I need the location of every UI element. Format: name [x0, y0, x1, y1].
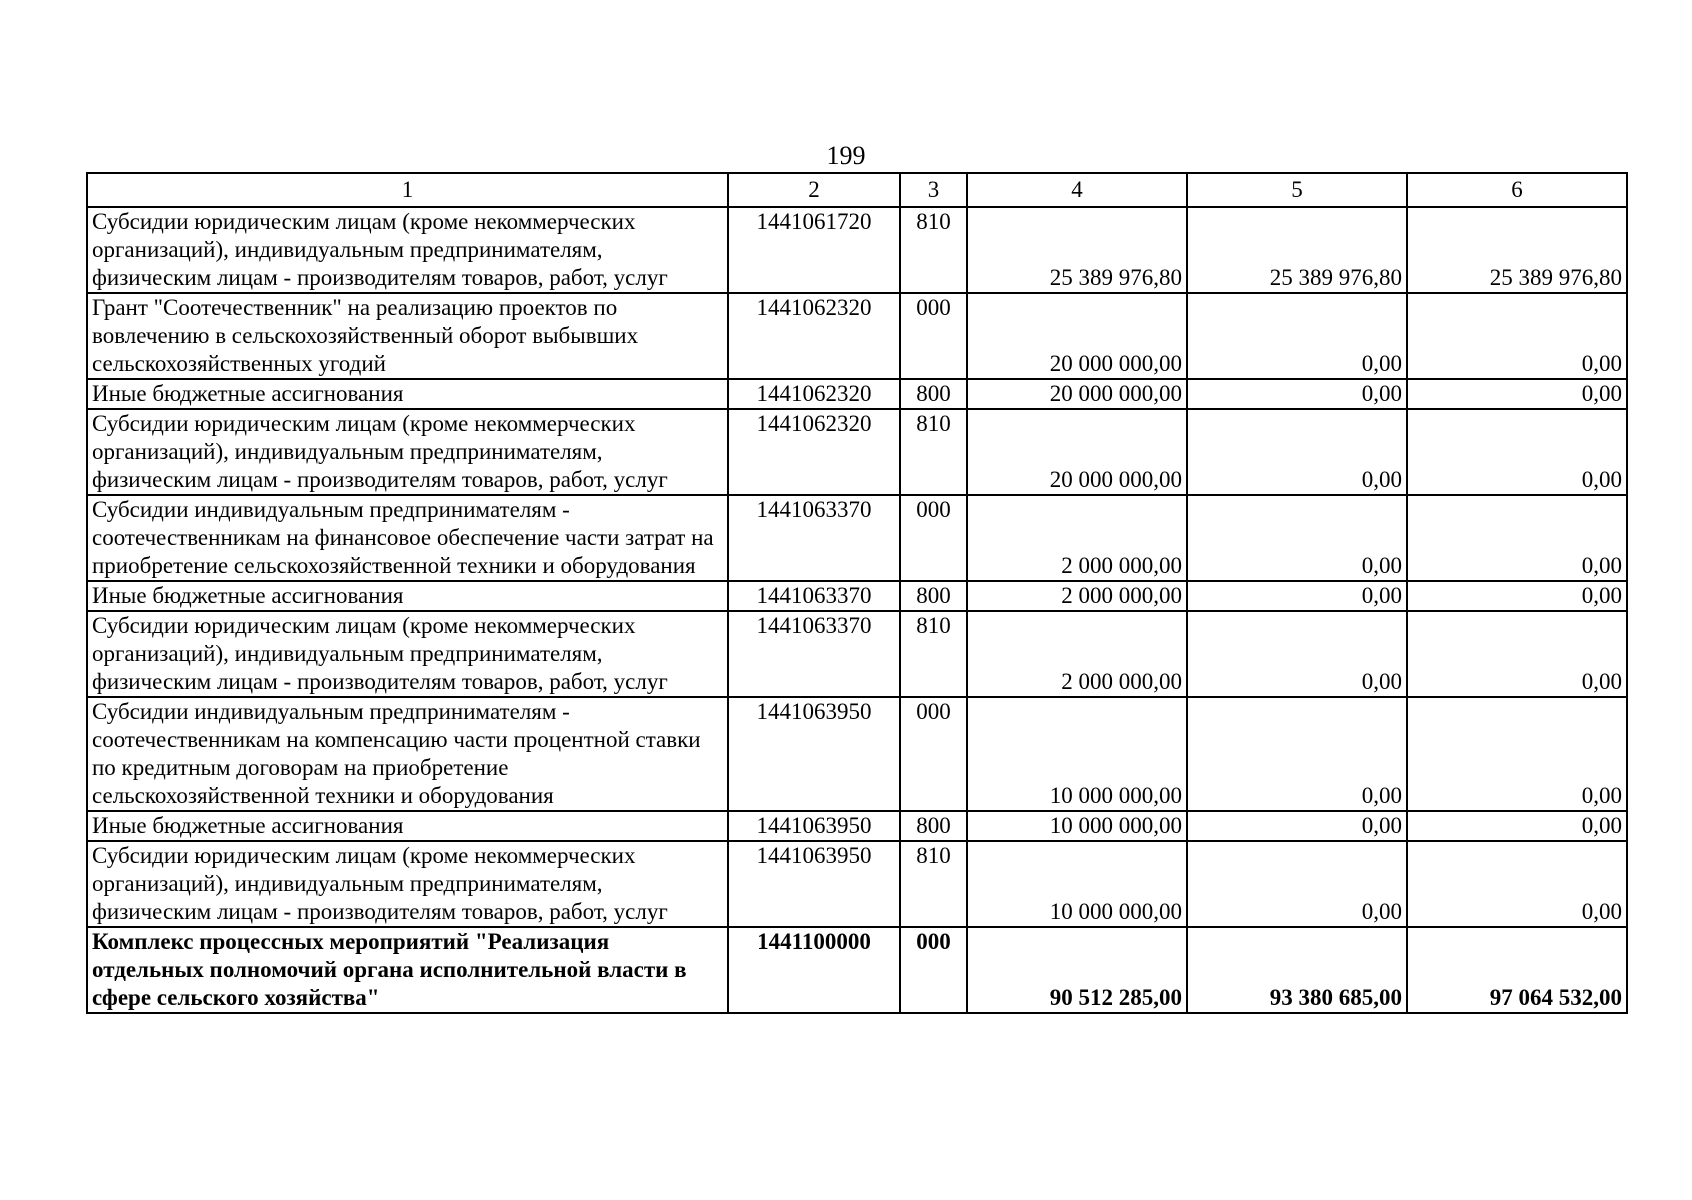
row-name-cell: Иные бюджетные ассигнования [87, 379, 728, 409]
row-amount-col6-cell: 0,00 [1407, 811, 1627, 841]
header-cell: 5 [1187, 173, 1407, 207]
row-amount-col6-cell: 0,00 [1407, 379, 1627, 409]
row-name-cell: Субсидии юридическим лицам (кроме некоммерческих организаций), индивидуальным предпринимателям, физическим лицам - производителям товаров, работ, услуг [87, 409, 728, 495]
row-code-cell: 1441063950 [728, 811, 900, 841]
row-code-cell: 1441061720 [728, 207, 900, 293]
header-cell: 6 [1407, 173, 1627, 207]
row-name-cell: Субсидии юридическим лицам (кроме некоммерческих организаций), индивидуальным предпринимателям, физическим лицам - производителям товаров, работ, услуг [87, 841, 728, 927]
row-amount-col6-cell: 0,00 [1407, 409, 1627, 495]
row-type-cell: 800 [900, 581, 967, 611]
row-amount-col6-cell: 25 389 976,80 [1407, 207, 1627, 293]
header-cell: 3 [900, 173, 967, 207]
row-name-cell: Иные бюджетные ассигнования [87, 811, 728, 841]
row-amount-col6-cell: 0,00 [1407, 293, 1627, 379]
row-type-cell: 810 [900, 409, 967, 495]
page-number: 199 [826, 141, 866, 170]
row-type-cell: 810 [900, 841, 967, 927]
row-name-cell: Субсидии юридическим лицам (кроме некоммерческих организаций), индивидуальным предпринимателям, физическим лицам - производителям товаров, работ, услуг [87, 207, 728, 293]
row-code-cell: 1441063950 [728, 841, 900, 927]
row-code-cell: 1441063950 [728, 697, 900, 811]
row-code-cell: 1441062320 [728, 379, 900, 409]
header-cell: 2 [728, 173, 900, 207]
row-type-cell: 810 [900, 611, 967, 697]
row-type-cell: 000 [900, 495, 967, 581]
row-amount-col5-cell: 0,00 [1187, 293, 1407, 379]
row-amount-col5-cell: 0,00 [1187, 409, 1407, 495]
row-amount-col5-cell: 0,00 [1187, 495, 1407, 581]
row-name-cell: Грант "Соотечественник" на реализацию проектов по вовлечению в сельскохозяйственный оборот выбывших сельскохозяйственных угодий [87, 293, 728, 379]
row-amount-col5-cell: 0,00 [1187, 841, 1407, 927]
row-amount-col4-cell: 10 000 000,00 [967, 811, 1187, 841]
row-name-cell: Комплекс процессных мероприятий "Реализация отдельных полномочий органа исполнительной власти в сфере сельского хозяйства" [87, 927, 728, 1013]
row-amount-col4-cell: 10 000 000,00 [967, 841, 1187, 927]
row-amount-col6-cell: 0,00 [1407, 495, 1627, 581]
row-type-cell: 000 [900, 293, 967, 379]
table-row [87, 409, 1627, 495]
table-row [87, 581, 1627, 611]
table-row [87, 207, 1627, 293]
table-row [87, 293, 1627, 379]
row-amount-col5-cell: 0,00 [1187, 379, 1407, 409]
row-amount-col4-cell: 20 000 000,00 [967, 409, 1187, 495]
row-amount-col4-cell: 25 389 976,80 [967, 207, 1187, 293]
row-code-cell: 1441063370 [728, 581, 900, 611]
row-amount-col4-cell: 2 000 000,00 [967, 495, 1187, 581]
row-amount-col6-cell: 0,00 [1407, 581, 1627, 611]
budget-table [86, 172, 1628, 1014]
table-row [87, 841, 1627, 927]
row-amount-col4-cell: 2 000 000,00 [967, 581, 1187, 611]
row-amount-col4-cell: 20 000 000,00 [967, 379, 1187, 409]
row-code-cell: 1441063370 [728, 611, 900, 697]
row-type-cell: 000 [900, 697, 967, 811]
row-amount-col5-cell: 0,00 [1187, 611, 1407, 697]
table-row [87, 379, 1627, 409]
header-row [87, 173, 1627, 207]
row-type-cell: 000 [900, 927, 967, 1013]
row-amount-col4-cell: 90 512 285,00 [967, 927, 1187, 1013]
row-amount-col4-cell: 10 000 000,00 [967, 697, 1187, 811]
row-amount-col5-cell: 93 380 685,00 [1187, 927, 1407, 1013]
row-amount-col5-cell: 0,00 [1187, 811, 1407, 841]
row-code-cell: 1441063370 [728, 495, 900, 581]
table-row [87, 811, 1627, 841]
table-row [87, 697, 1627, 811]
table-row [87, 495, 1627, 581]
row-amount-col6-cell: 0,00 [1407, 841, 1627, 927]
row-name-cell: Субсидии юридическим лицам (кроме некоммерческих организаций), индивидуальным предпринимателям, физическим лицам - производителям товаров, работ, услуг [87, 611, 728, 697]
header-cell: 1 [87, 173, 728, 207]
table-body [87, 173, 1627, 1013]
row-amount-col5-cell: 0,00 [1187, 697, 1407, 811]
row-amount-col4-cell: 2 000 000,00 [967, 611, 1187, 697]
row-type-cell: 800 [900, 811, 967, 841]
table-row [87, 927, 1627, 1013]
header-cell: 4 [967, 173, 1187, 207]
row-amount-col5-cell: 25 389 976,80 [1187, 207, 1407, 293]
row-code-cell: 1441062320 [728, 409, 900, 495]
row-amount-col6-cell: 0,00 [1407, 611, 1627, 697]
row-amount-col4-cell: 20 000 000,00 [967, 293, 1187, 379]
row-name-cell: Субсидии индивидуальным предпринимателям - соотечественникам на компенсацию части процентной ставки по кредитным договорам на приобретение сельскохозяйственной техники и оборудования [87, 697, 728, 811]
row-code-cell: 1441100000 [728, 927, 900, 1013]
row-amount-col5-cell: 0,00 [1187, 581, 1407, 611]
row-name-cell: Иные бюджетные ассигнования [87, 581, 728, 611]
row-type-cell: 810 [900, 207, 967, 293]
row-code-cell: 1441062320 [728, 293, 900, 379]
row-name-cell: Субсидии индивидуальным предпринимателям - соотечественникам на финансовое обеспечение части затрат на приобретение сельскохозяйственной техники и оборудования [87, 495, 728, 581]
row-type-cell: 800 [900, 379, 967, 409]
row-amount-col6-cell: 0,00 [1407, 697, 1627, 811]
row-amount-col6-cell: 97 064 532,00 [1407, 927, 1627, 1013]
table-row [87, 611, 1627, 697]
